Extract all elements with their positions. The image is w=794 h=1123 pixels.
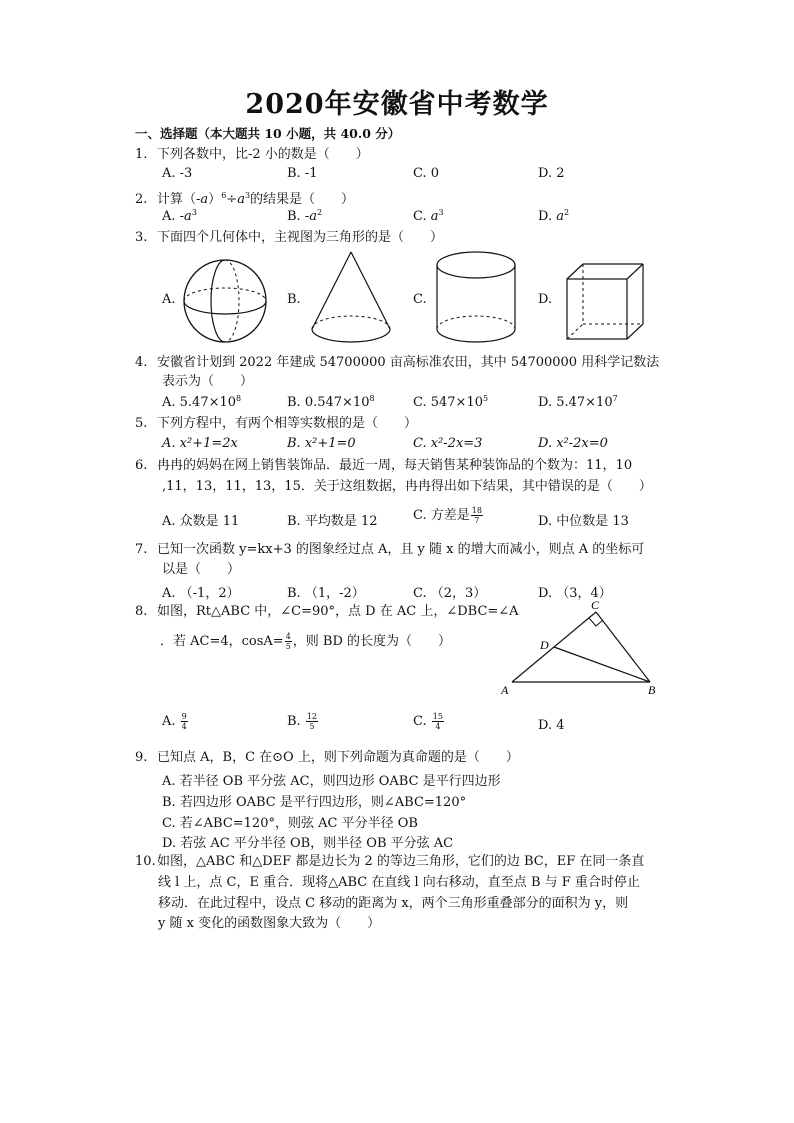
option-label: B. - [287, 209, 310, 224]
option-a [162, 712, 189, 731]
question-stem-line [160, 632, 451, 651]
option-a: A. 若半径 OB 平分弦 AC，则四边形 OABC 是平行四边形 [162, 774, 501, 789]
cone-figure [309, 250, 393, 346]
option-exp: 7 [612, 394, 618, 403]
option-base: A. 5.47×10 [162, 395, 237, 410]
label-d: D [540, 638, 549, 652]
option-label: C. [413, 714, 427, 729]
question-6 [135, 457, 632, 475]
option-label: C. 方差是 [413, 508, 470, 523]
option-label: B. [287, 714, 301, 729]
option-label: A. - [162, 209, 185, 224]
question-number: 6. [135, 458, 148, 473]
fraction-denominator: 7 [474, 516, 480, 525]
question-7 [135, 541, 644, 559]
fraction-denominator: 4 [181, 722, 187, 731]
stem-exp: 3 [244, 191, 251, 200]
label-c: C [591, 598, 600, 612]
stem-var: a [200, 192, 209, 207]
option-c [413, 712, 445, 731]
question-stem-line: 线 l 上，点 C，E 重合．现将△ABC 在直线 l 向右移动，直至点 B 与 F 重合时停止 [158, 875, 640, 890]
option-a: A. x²+1=2x [162, 436, 238, 451]
option-label: D. [538, 209, 557, 224]
label-b: B [648, 683, 656, 697]
sphere-figure [182, 258, 268, 344]
question-4 [135, 354, 659, 372]
option-d: D. 2 [538, 166, 565, 181]
question-1 [135, 146, 369, 164]
question-number: 5. [135, 416, 148, 431]
question-stem-line: ,11，13，11，13，15．关于这组数据，冉冉得出如下结果，其中错误的是（ ） [162, 479, 652, 494]
question-stem-line: y 随 x 变化的函数图象大致为（ ） [158, 916, 381, 931]
fraction [285, 632, 292, 651]
option-b [287, 208, 322, 224]
question-stem: 下列各数中，比-2 小的数是（ ） [157, 147, 369, 162]
option-a [162, 208, 197, 224]
option-c: C. 若∠ABC=120°，则弦 AC 平分半径 OB [162, 816, 418, 831]
option-a: A. （-1，2） [162, 586, 240, 601]
question-number: 2. [135, 192, 148, 207]
option-d [538, 208, 569, 224]
fraction-denominator: 4 [435, 722, 441, 731]
option-d: D. 4 [538, 718, 565, 733]
option-a: A. 众数是 11 [162, 514, 240, 529]
option-d: D. （3，4） [538, 586, 612, 601]
question-number: 7. [135, 542, 148, 557]
option-c [413, 208, 444, 224]
cylinder-figure [434, 250, 518, 346]
triangle-figure [498, 596, 666, 700]
option-base: C. 547×10 [413, 395, 483, 410]
stem-part: ） [208, 192, 222, 207]
question-stem: 如图，△ABC 和△DEF 都是边长为 2 的等边三角形，它们的边 BC，EF 在同一条直 [157, 854, 645, 869]
option-exp: 8 [369, 394, 375, 403]
stem-var: a [237, 192, 245, 207]
question-stem: 已知点 A，B，C 在⊙O 上，则下列命题为真命题的是（ ） [157, 750, 519, 765]
option-base: B. 0.547×10 [287, 395, 370, 410]
question-10 [135, 853, 644, 871]
option-d: D. x²-2x=0 [538, 436, 608, 451]
fraction-denominator: 5 [309, 722, 315, 731]
option-exp: 2 [564, 208, 570, 217]
option-d: D. 中位数是 13 [538, 514, 629, 529]
option-c [413, 504, 484, 525]
option-b: B. [287, 292, 301, 307]
option-b: B. -1 [287, 166, 318, 181]
stem-part: 计算（- [157, 192, 201, 207]
option-exp: 8 [236, 394, 242, 403]
question-stem-line: 以是（ ） [162, 562, 241, 577]
option-label: C. [413, 209, 431, 224]
question-stem: 安徽省计划到 2022 年建成 54700000 亩高标准农田，其中 54700000 用科学记数法 [157, 355, 660, 370]
section-heading: 一、选择题（本大题共 10 小题，共 40.0 分） [135, 126, 401, 141]
option-d: D. 若弦 AC 平分半径 OB，则半径 OB 平分弦 AC [162, 836, 454, 851]
option-c: C. （2，3） [413, 586, 487, 601]
question-3 [135, 229, 443, 247]
question-5 [135, 415, 417, 433]
page-title: 2020年安徽省中考数学 [245, 89, 549, 120]
question-9 [135, 749, 519, 767]
question-2 [135, 187, 354, 209]
question-stem: 下面四个几何体中，主视图为三角形的是（ ） [157, 230, 444, 245]
stem-part: ÷ [226, 192, 238, 207]
option-var: a [309, 209, 317, 224]
stem-part: ，则 BD 的长度为（ ） [292, 634, 452, 649]
question-number: 4. [135, 355, 148, 370]
fraction [432, 712, 444, 731]
fraction-numerator: 4 [285, 632, 291, 641]
stem-part: ．若 AC=4，cosA= [160, 634, 284, 649]
option-var: a [556, 209, 564, 224]
fraction-numerator: 12 [306, 712, 318, 721]
fraction-denominator: 5 [285, 642, 291, 651]
stem-part: 的结果是（ ） [250, 192, 355, 207]
question-8 [135, 603, 519, 621]
question-stem: 冉冉的妈妈在网上销售装饰品．最近一周，每天销售某种装饰品的个数为：11，10 [157, 458, 633, 473]
fraction-numerator: 18 [471, 506, 482, 515]
option-a: A. -3 [162, 166, 193, 181]
question-number: 9. [135, 750, 148, 765]
question-stem: 已知一次函数 y=kx+3 的图象经过点 A，且 y 随 x 的增大而减小，则点 A 的坐标可 [157, 542, 645, 557]
option-exp: 3 [191, 208, 197, 217]
label-a: A [501, 683, 509, 697]
question-number: 10. [135, 854, 156, 869]
option-label: A. [162, 714, 176, 729]
option-var: a [430, 209, 439, 224]
fraction-numerator: 15 [432, 712, 443, 721]
option-b [287, 712, 319, 731]
option-base: D. 5.47×10 [538, 395, 613, 410]
option-c: C. 0 [413, 166, 440, 181]
fraction [471, 506, 483, 525]
question-stem-line: 表示为（ ） [162, 374, 254, 389]
option-b [287, 394, 375, 410]
option-d [538, 394, 618, 410]
option-exp: 3 [438, 208, 444, 217]
stem-exp: 6 [221, 191, 227, 200]
option-c: C. x²-2x=3 [413, 436, 483, 451]
option-a [162, 394, 241, 410]
fraction [181, 712, 188, 731]
option-d: D. [538, 292, 553, 307]
fraction [306, 712, 318, 731]
question-stem-line: 移动．在此过程中，设点 C 移动的距离为 x，两个三角形重叠部分的面积为 y，则 [158, 896, 629, 911]
option-c [413, 394, 488, 410]
option-var: a [184, 209, 192, 224]
question-stem: 如图，Rt△ABC 中，∠C=90°，点 D 在 AC 上，∠DBC=∠A [157, 604, 519, 619]
option-b: B. 平均数是 12 [287, 514, 378, 529]
option-b: B. x²+1=0 [287, 436, 356, 451]
question-number: 8. [135, 604, 148, 619]
option-b: B. （1，-2） [287, 586, 365, 601]
question-number: 1. [135, 147, 148, 162]
question-stem: 下列方程中，有两个相等实数根的是（ ） [157, 416, 418, 431]
cube-figure [564, 262, 646, 342]
option-c: C. [413, 292, 427, 307]
option-b: B. 若四边形 OABC 是平行四边形，则∠ABC=120° [162, 795, 467, 810]
option-exp: 5 [483, 394, 489, 403]
option-exp: 2 [316, 208, 323, 217]
fraction-numerator: 9 [181, 712, 187, 721]
question-number: 3. [135, 230, 148, 245]
option-a: A. [162, 292, 176, 307]
